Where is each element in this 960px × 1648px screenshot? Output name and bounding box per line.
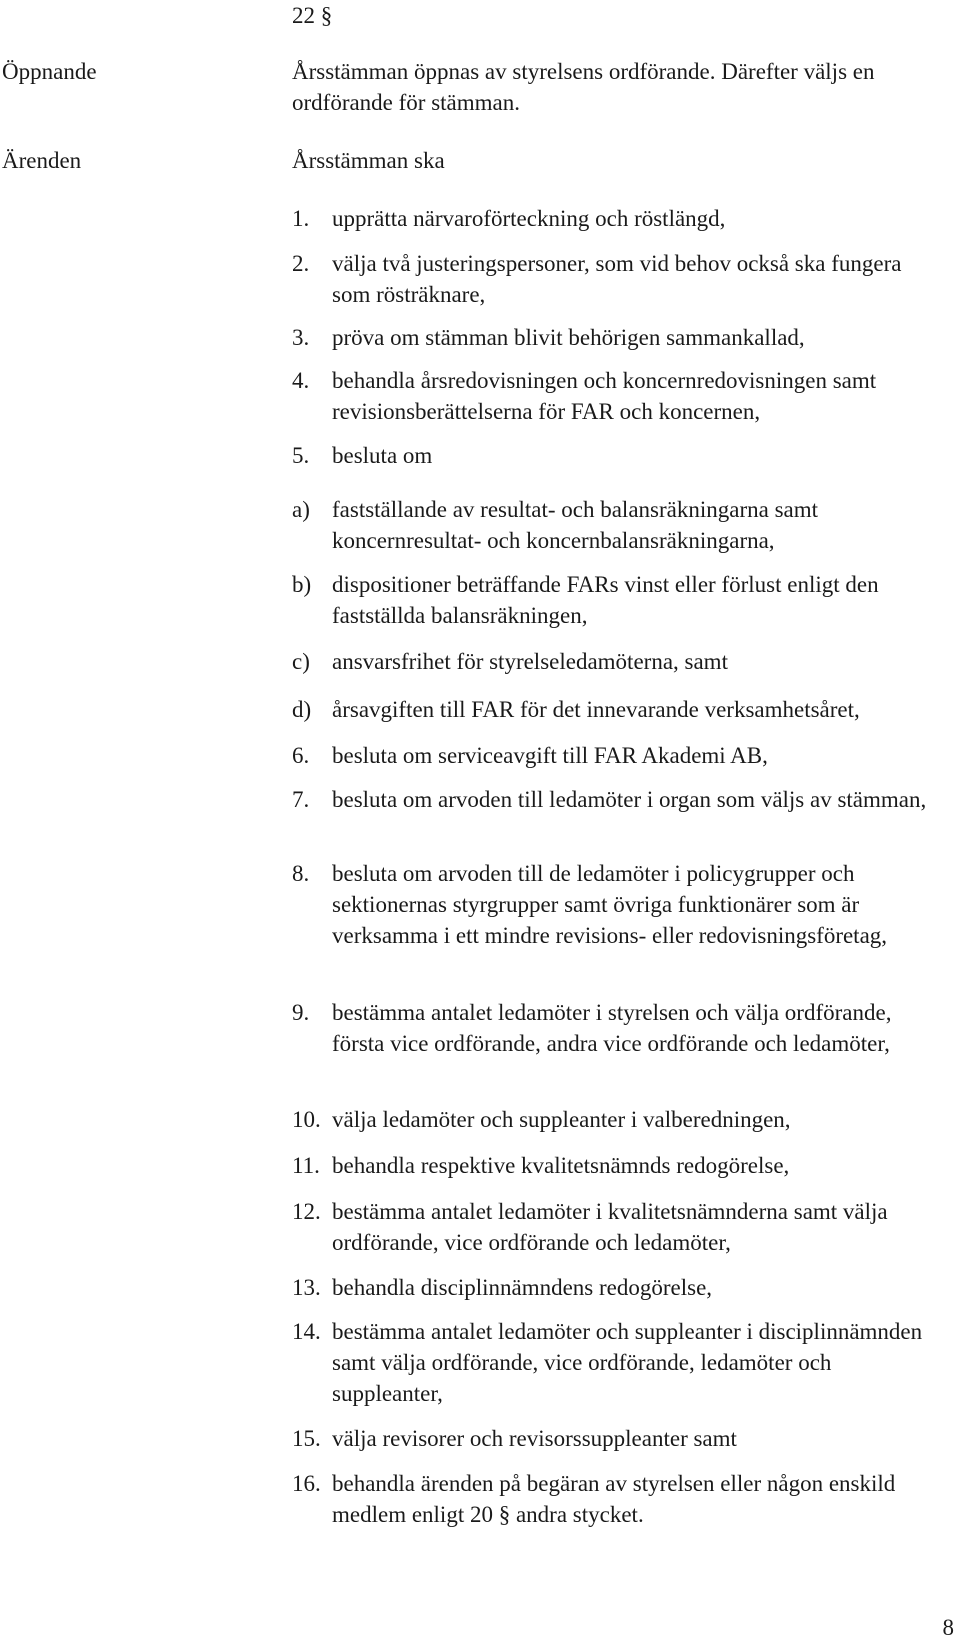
- list-item-text: dispositioner beträffande FARs vinst eller förlust enligt den fastställda balansräkningen,: [332, 572, 879, 628]
- list-item-text: besluta om: [332, 443, 433, 468]
- list-item: [292, 694, 932, 725]
- list-item-number: 10.: [292, 1107, 321, 1132]
- list-item: [292, 740, 932, 771]
- list-item: [292, 1423, 932, 1454]
- list-item: [292, 203, 932, 234]
- list-item-text: behandla ärenden på begäran av styrelsen eller någon enskild medlem enligt 20 § andra stycket.: [332, 1471, 896, 1527]
- list-item-number: 7.: [292, 787, 310, 812]
- list-item-number: 6.: [292, 743, 310, 768]
- list-item-text: ansvarsfrihet för styrelseledamöterna, samt: [332, 649, 728, 674]
- list-item-text: bestämma antalet ledamöter och suppleanter i disciplinnämnden samt välja ordförande, vice ordförande, ledamöter och suppleanter,: [332, 1319, 923, 1406]
- list-item-number: 14.: [292, 1319, 321, 1344]
- list-item-text: välja två justeringspersoner, som vid behov också ska fungera som rösträknare,: [332, 251, 902, 307]
- heading-oppnande: Öppnande: [2, 59, 97, 84]
- list-item: [292, 322, 932, 353]
- list-item: [292, 997, 932, 1059]
- list-item-number: 12.: [292, 1199, 321, 1224]
- list-item: [292, 440, 932, 471]
- list-item-number: 15.: [292, 1426, 321, 1451]
- list-item-number: 13.: [292, 1275, 321, 1300]
- list-item-number: 5.: [292, 443, 310, 468]
- list-item: [292, 1196, 932, 1258]
- list-item: [292, 248, 932, 310]
- list-item-text: årsavgiften till FAR för det innevarande verksamhetsåret,: [332, 697, 860, 722]
- list-item-number: a): [292, 497, 310, 522]
- list-item-text: besluta om arvoden till de ledamöter i policygrupper och sektionernas styrgrupper samt övriga funktionärer som är verksamma i ett mindre revisions- eller redovisningsföretag,: [332, 861, 888, 948]
- list-item-text: bestämma antalet ledamöter i kvalitetsnämnderna samt välja ordförande, vice ordförande och ledamöter,: [332, 1199, 888, 1255]
- list-item-text: välja ledamöter och suppleanter i valberedningen,: [332, 1107, 791, 1132]
- list-item-number: 2.: [292, 251, 310, 276]
- list-item-number: 1.: [292, 206, 310, 231]
- list-item-text: pröva om stämman blivit behörigen sammankallad,: [332, 325, 805, 350]
- list-item-text: behandla disciplinnämndens redogörelse,: [332, 1275, 713, 1300]
- list-item-text: besluta om serviceavgift till FAR Akademi AB,: [332, 743, 768, 768]
- list-item-number: 4.: [292, 368, 310, 393]
- list-item-text: fastställande av resultat- och balansräkningarna samt koncernresultat- och koncernbalansräkningarna,: [332, 497, 819, 553]
- list-item: [292, 646, 932, 677]
- list-item-text: behandla respektive kvalitetsnämnds redogörelse,: [332, 1153, 790, 1178]
- list-item-text: behandla årsredovisningen och koncernredovisningen samt revisionsberättelserna för FAR och koncernen,: [332, 368, 877, 424]
- list-item-number: b): [292, 572, 312, 597]
- agenda-intro: Årsstämman ska: [292, 148, 445, 173]
- list-item-number: 16.: [292, 1471, 321, 1496]
- list-item: [292, 494, 932, 556]
- list-item: [292, 1150, 932, 1181]
- list-item-text: välja revisorer och revisorssuppleanter samt: [332, 1426, 737, 1451]
- section-number: 22 §: [292, 3, 333, 28]
- opening-paragraph: Årsstämman öppnas av styrelsens ordförande. Därefter väljs en ordförande för stämman.: [292, 59, 875, 115]
- list-item-text: bestämma antalet ledamöter i styrelsen och välja ordförande, första vice ordförande, andra vice ordförande och ledamöter,: [332, 1000, 892, 1056]
- list-item-text: upprätta närvaroförteckning och röstlängd,: [332, 206, 726, 231]
- list-item-number: 3.: [292, 325, 310, 350]
- list-item: [292, 1316, 932, 1409]
- list-item-text: besluta om arvoden till ledamöter i organ som väljs av stämman,: [332, 787, 927, 812]
- page-number: 8: [942, 1615, 954, 1640]
- list-item-number: 9.: [292, 1000, 310, 1025]
- list-item: [292, 569, 932, 631]
- list-item: [292, 784, 932, 815]
- list-item: [292, 858, 932, 951]
- list-item-number: 11.: [292, 1153, 320, 1178]
- list-item: [292, 1272, 932, 1303]
- list-item-number: d): [292, 697, 312, 722]
- list-item-number: 8.: [292, 861, 310, 886]
- list-item: [292, 1468, 932, 1530]
- heading-arenden: Ärenden: [2, 148, 82, 173]
- list-item: [292, 1104, 932, 1135]
- list-item: [292, 365, 932, 427]
- list-item-number: c): [292, 649, 310, 674]
